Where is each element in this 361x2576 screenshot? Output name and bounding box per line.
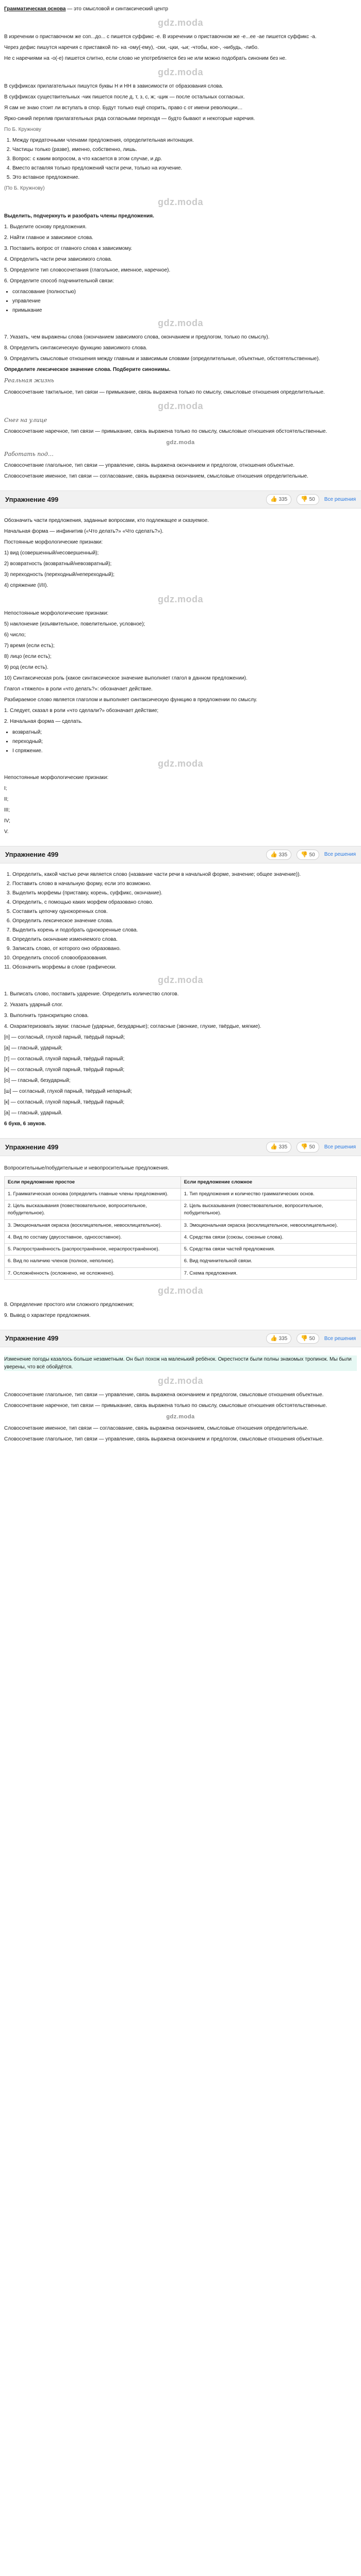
list-item: 2. Поставить слово в начальную форму, если это возможно. [12,880,357,888]
list-item: 5. Это вставное предложение. [12,174,357,181]
paragraph: Через дефис пишутся наречия с приставкой по- на -ому(-ему), -ски, -цки, -ьи; -чтобы, кое-, -нибудь, -либо. [4,45,259,50]
table-cell: 4. Вид по составу (двусоставное, односоставное). [5,1231,181,1243]
intro-block [0,0,361,485]
example-a: Словосочетание наречное, тип связи — примыкание, связь выражена только по смыслу, смысловые отношения обстоятельственные. [4,429,327,434]
section-toolbar [0,490,361,509]
thumbs-up-icon: 👍 [270,851,277,858]
line: II; [4,796,9,802]
table-cell: 5. Средства связи частей предложения. [180,1244,356,1256]
line: 8) лицо (если есть); [4,653,52,659]
intro: Вопросительные/побудительные и невопросительные предложения. [4,1165,169,1171]
dislike-count: 50 [309,1335,315,1342]
phonetic-line: 3. Выполнить транскрипцию слова. [4,1013,89,1019]
table-header: Если предложение простое [5,1176,181,1188]
line: 6) число; [4,632,26,638]
section-title: Упражнение 499 [5,1143,59,1151]
paragraph: Я сам не знаю стоит ли вступать в спор. Будут только ещё спорить, право с от имени революции… [4,105,243,111]
step: 1. Выделите основу предложения. [4,224,87,230]
line: 4) спряжение (I/II). [4,582,48,588]
list-item: 4. Определить, с помощью каких морфем образовано слово. [12,899,357,906]
section-title: Упражнение 499 [5,1334,59,1343]
morph-const-list [4,728,357,755]
example-b: Словосочетание глагольное, тип связи — управление, связь выражена окончанием и предлогом, отношения объектные. [4,463,295,468]
line: III; [4,807,10,813]
list-item: 10. Определить способ словообразования. [12,954,357,962]
table-cell: 3. Эмоциональная окраска (восклицательное, невосклицательное). [5,1219,181,1231]
paragraph: В суффиксах существительных -чик пишется после д, т, з, с, ж; -щик — после остальных согласных. [4,94,245,100]
sound: [к] — согласный, глухой парный, твёрдый парный; [4,1099,125,1105]
thumbs-up-icon: 👍 [270,1335,277,1342]
list-item: • переходный; [12,738,357,745]
list-item: 7. Выделить корень и подобрать однокоренные слова. [12,926,357,934]
phonetic-line: 2. Указать ударный слог. [4,1002,63,1008]
list-item: 1. Определить, какой частью речи является слово (название части речи в начальной форме, значение; общее значение)). [12,871,357,878]
list-item: • примыкание [12,307,357,314]
section-toolbar [0,1138,361,1156]
line: 1. Следует, сказал в роли «что сделали?» обозначает действие; [4,707,159,714]
line: 5) наклонение (изъявительное, повелительное, условное); [4,621,145,627]
line: Словосочетание глагольное, тип связи — управление, связь выражена окончанием и предлогом, смысловые отношения объектные. [4,1392,324,1398]
line: Начальная форма — инфинитив («Что делать?» «Что сделать?»). [4,528,163,534]
section-note: По Б. Кружнову [4,127,41,132]
table-cell: 2. Цель высказывания (повествовательное, вопросительное, побудительное). [5,1200,181,1220]
toolbar-actions [266,494,356,505]
steps-2 [4,333,357,363]
all-solutions-link[interactable]: Все решения [324,852,356,858]
table-cell: 5. Распространённость (распространённое, нераспространённое). [5,1244,181,1256]
watermark-small: gdz.moda [166,1414,195,1420]
like-count: 335 [278,1335,288,1342]
all-solutions-link[interactable]: Все решения [324,1144,356,1150]
paragraph: В изречении о приставочном же соп...до... с пишется суффикс -е. В изречении о приставочном же -е...ее -ae пишется суффикс -а. [4,34,317,40]
like-count: 335 [278,1144,288,1150]
like-button[interactable] [266,1142,291,1153]
table-row [5,1231,357,1243]
watermark: gdz.moda [158,1285,203,1296]
watermark: gdz.moda [158,318,203,328]
task-label: Выделить, подчеркнуть и разобрать члены предложения. [4,213,154,219]
intro-paragraph [4,5,357,13]
section-499-c [0,1159,361,1325]
watermark: gdz.moda [158,18,203,28]
sound: [ш] — согласный, глухой парный, твёрдый непарный; [4,1089,132,1094]
dislike-button[interactable] [297,1333,319,1344]
intro-title: Грамматическая основа [4,6,66,12]
table-cell: 4. Средства связи (союзы, союзные слова). [180,1231,356,1243]
phonetic-line: 4. Охарактеризовать звуки: гласные (ударные, безударные); согласные (звонкие, глухие, твёрдые, мягкие). [4,1024,261,1029]
toolbar-actions [266,1142,356,1153]
step: 6. Определите способ подчинительной связи: [4,278,114,284]
watermark: gdz.moda [158,197,203,207]
table-header: Если предложение сложное [180,1176,356,1188]
dislike-count: 50 [309,852,315,858]
step: 3. Поставить вопрос от главного слова к зависимому. [4,246,133,251]
section-toolbar [0,846,361,864]
like-button[interactable] [266,494,291,505]
thumbs-down-icon: 👎 [301,851,308,858]
step: 8. Определить синтаксическую функцию зависимого слова. [4,345,147,351]
sound: [к] — согласный, глухой парный, твёрдый парный; [4,1067,125,1073]
table-cell: 1. Грамматическая основа (определить главные члены предложения). [5,1188,181,1200]
table-row [5,1219,357,1231]
steps [4,223,357,285]
morph-lines [4,871,357,971]
line: 10) Синтаксическая роль (какое синтаксическое значение выполняет глагол в данном предложении). [4,675,248,681]
sound: [а] — гласный, ударный. [4,1110,63,1116]
line: I; [4,785,7,791]
sound-list [4,1033,357,1117]
dislike-button[interactable] [297,850,319,860]
table-row [5,1244,357,1256]
list-item: 8. Определить окончание изменяемого слова. [12,936,357,943]
paragraph: Не с наречиями на -о(-е) пишется слитно, если слово не употребляется без не или можно подобрать синоним без не. [4,56,287,61]
section-499-d [0,1350,361,1448]
thumbs-down-icon: 👎 [301,1144,308,1150]
table-row [5,1256,357,1267]
line: 3) переходность (переходный/непереходный); [4,571,115,578]
like-button[interactable] [266,850,291,860]
table-cell: 6. Вид подчинительной связи. [180,1256,356,1267]
list-item: 5. Составить цепочку однокоренных слов. [12,908,357,916]
paragraph: Ярко-синий перелив прилагательных ряда согласными переходя — будто бывают и некоторые наречия. [4,116,255,122]
intro-text: — это смысловой и синтаксический центр [67,6,168,12]
table-cell: 3. Эмоциональная окраска (восклицательное, невосклицательное). [180,1219,356,1231]
ex1-source: (По Б. Кружнову) [4,185,45,191]
table-cell: 6. Вид по наличию членов (полное, неполное). [5,1256,181,1267]
table-row [5,1188,357,1200]
list-item: 3. Вопрос: с каким вопросом, а что касается в этом случае, и др. [12,155,357,163]
handwriting: Снег на улице [4,416,47,423]
line: 8. Определение простого или сложного предложения; [4,1301,134,1308]
list-item: • согласование (полностью) [12,288,357,296]
line: Глагол «тяжело» в роли «что делать?»: обозначает действие. [4,686,153,692]
paragraph: В суффиксах прилагательных пишутся буквы Н и НН в зависимости от образования слова. [4,83,223,89]
section-title: Упражнение 499 [5,851,59,858]
step: 9. Определить смысловые отношения между главным и зависимым словами (определительные, объектные, обстоятельственные). [4,356,320,362]
thumbs-down-icon: 👎 [301,1335,308,1342]
line: 2) возвратность (возвратный/невозвратный); [4,561,112,567]
list-item: 2. Частицы только (разве), именно, собственно, лишь. [12,146,357,154]
thumbs-up-icon: 👍 [270,496,277,502]
line: Непостоянные морфологические признаки: [4,774,109,781]
step: 4. Определить части речи зависимого слова. [4,257,112,262]
section-toolbar [0,1330,361,1348]
note-link: Словосочетание тактильное, тип связи — примыкание, связь выражена только по смыслу, смысловые отношения определительные. [4,389,325,395]
watermark: gdz.moda [158,975,203,985]
watermark-small: gdz.moda [166,439,195,446]
line: Словосочетание глагольное, тип связи — управление, связь выражена окончанием и предлогом, смысловые отношения объектные. [4,1436,324,1442]
line: Постоянные морфологические признаки: [4,539,103,545]
dislike-count: 50 [309,497,315,502]
list-item: 4. Вместо вставляя только предложений части речи, только на изучение. [12,164,357,172]
table-header-row [5,1176,357,1188]
task-2: Определите лексическое значение слова. Подберите синонимы. [4,367,171,372]
watermark: gdz.moda [158,400,203,411]
line: Обозначить части предложения, заданные вопросами, кто подлежащее и сказуемое. [4,517,209,523]
section-499-b [0,867,361,1133]
sound: [а] — гласный, ударный; [4,1045,63,1051]
list-item: • возвратный; [12,728,357,736]
list-item: • I спряжение. [12,747,357,755]
list-item: 3. Выделить морфемы (приставку, корень, суффикс, окончание). [12,889,357,897]
toolbar-actions [266,850,356,860]
dislike-button[interactable] [297,1142,319,1153]
sound: [о] — гласный, безударный; [4,1078,71,1083]
line: V. [4,828,9,835]
all-solutions-link[interactable]: Все решения [324,1335,356,1342]
line: 9. Вывод о характере предложения. [4,1312,91,1318]
list-item: 9. Записать слово, от которого оно образовано. [12,945,357,953]
sound: [п] — согласный, глухой парный, твёрдый парный; [4,1035,125,1040]
like-count: 335 [278,852,288,858]
paragraphs-1 [4,33,357,123]
step: 7. Указать, чем выражены слова (окончанием зависимого слова, окончанием и предлогом, только по смыслу). [4,334,270,340]
watermark: gdz.moda [158,1376,203,1386]
analysis-table [4,1176,357,1280]
list-item: • управление [12,297,357,305]
list-item: 11. Обозначить морфемы в слове графически. [12,963,357,971]
line: 1) вид (совершенный/несовершенный); [4,550,99,556]
line: 2. Начальная форма — сделать. [4,718,83,724]
handwriting: Реальная жизнь [4,377,54,384]
list-item: 1. Между придаточными членами предложения, определительная интонация. [12,137,357,144]
like-count: 335 [278,497,288,502]
line: Непостоянные морфологические признаки: [4,610,109,616]
line: Разбираемое слово является глаголом и выполняет синтаксическую функцию в предложении по смыслу. [4,697,257,703]
dislike-count: 50 [309,1144,315,1150]
step: 2. Найти главное и зависимое слова. [4,235,93,241]
thumbs-down-icon: 👎 [301,496,308,502]
table-cell: 1. Тип предложения и количество грамматических основ. [180,1188,356,1200]
toolbar-actions [266,1333,356,1344]
like-button[interactable] [266,1333,291,1344]
line: Словосочетание наречное, тип связи — примыкание, связь выражена только по смыслу, смысловые отношения обстоятельственные. [4,1403,327,1409]
sound: [т] — согласный, глухой парный, твёрдый парный; [4,1056,125,1062]
table-row [5,1267,357,1279]
watermark: gdz.moda [158,758,203,769]
phonetic-line: 1. Выписать слово, поставить ударение. Определить количество слогов. [4,991,179,997]
counts: 6 букв, 6 звуков. [4,1121,46,1127]
table-row [5,1200,357,1220]
line: Словосочетание именное, тип связи — согласование, связь выражена окончанием, смысловые отношения определительные. [4,1425,308,1431]
section-499-a [0,512,361,841]
dislike-button[interactable] [297,494,319,505]
example-c: Словосочетание именное, тип связи — согласование, связь выражена окончанием, смысловые отношения определительные. [4,473,308,479]
line: IV; [4,818,10,824]
handwriting: Работать под… [4,450,54,457]
sentence: Изменение погоды казалось больше незаметным. Он был похож на маленький ребёнок. Окрестности были полны знакомых тропинок. Мы были уверены, что всё обойдётся. [4,1355,357,1371]
line: 9) род (если есть). [4,664,48,670]
table-cell: 7. Схема предложения. [180,1267,356,1279]
table-cell: 7. Осложнённость (осложнено, не осложнено). [5,1267,181,1279]
all-solutions-link[interactable]: Все решения [324,496,356,502]
line: 7) время (если есть); [4,642,55,649]
watermark: gdz.moda [158,67,203,77]
step: 5. Определите тип словосочетания (глагольное, именное, наречное). [4,267,171,273]
watermark: gdz.moda [158,594,203,604]
thumbs-up-icon: 👍 [270,1144,277,1150]
link-types [4,288,357,314]
section-title: Упражнение 499 [5,495,59,503]
list-item: 6. Определить лексическое значение слова. [12,917,357,925]
ex1-list [4,137,357,181]
table-cell: 2. Цель высказывания (повествовательное, вопросительное, побудительное). [180,1200,356,1220]
